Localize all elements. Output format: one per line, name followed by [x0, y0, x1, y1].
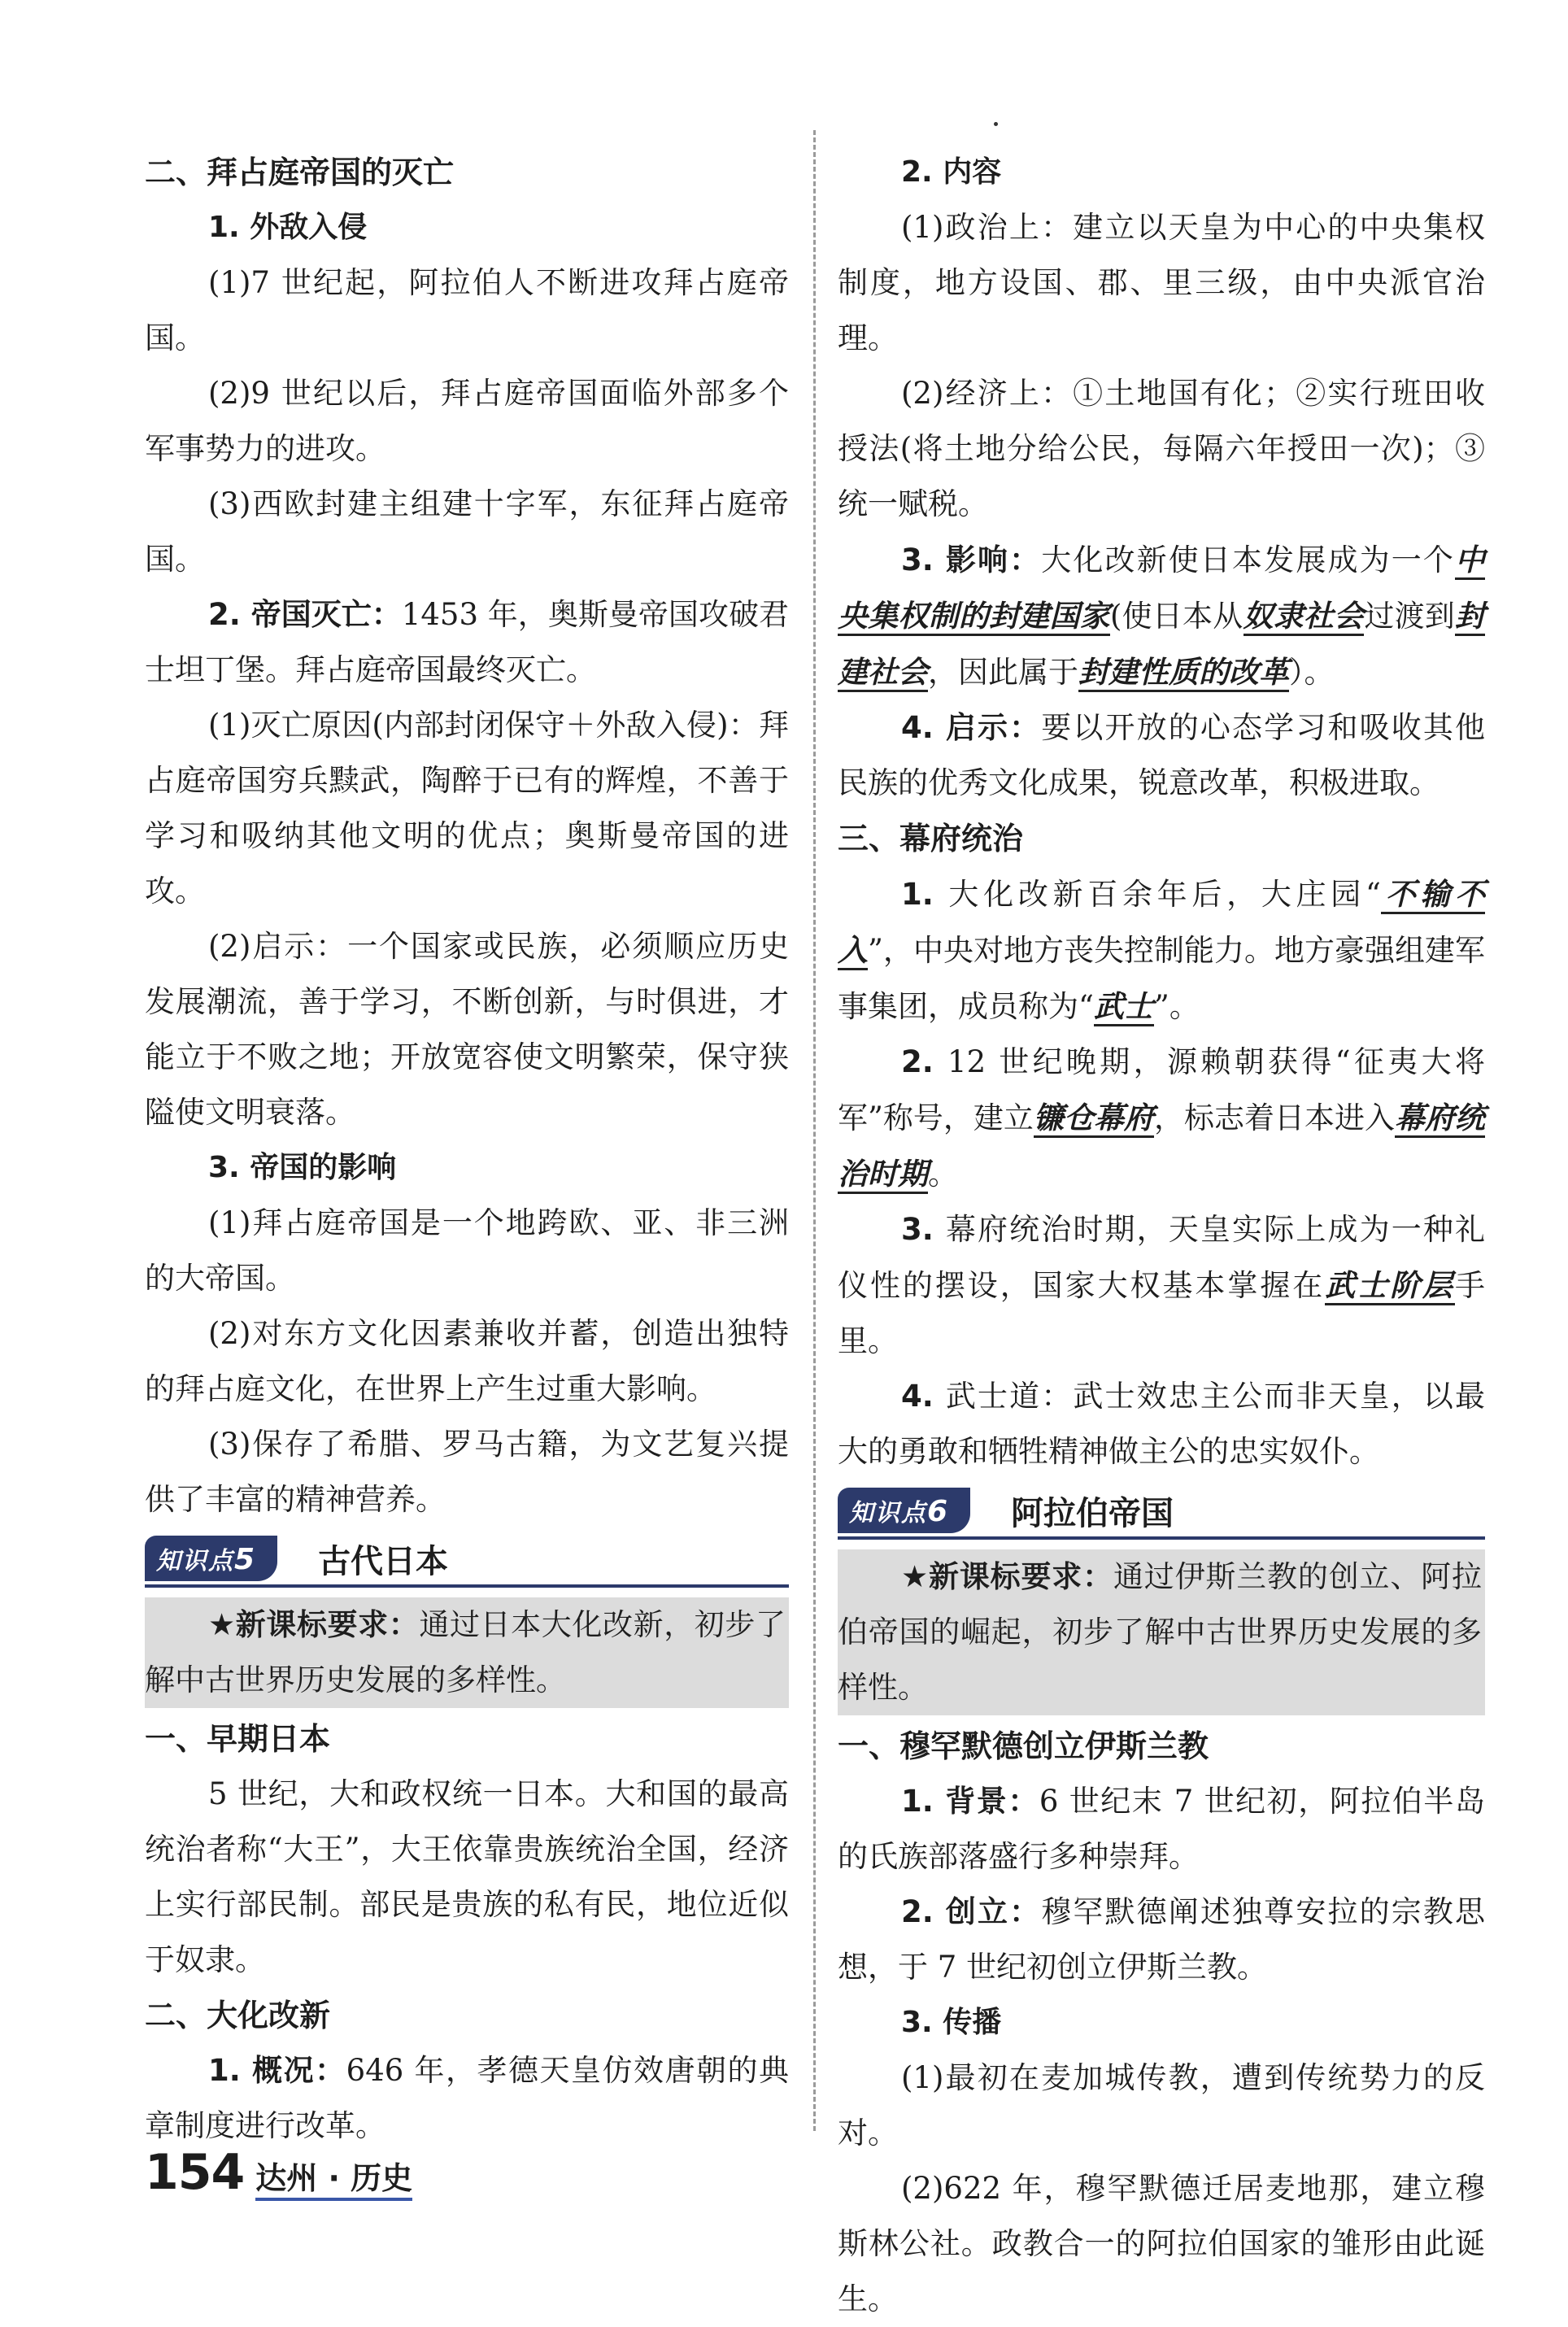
point-label: 4. 启示：: [901, 710, 1042, 745]
paragraph: (2)对东方文化因素兼收并蓄，创造出独特的拜占庭文化，在世界上产生过重大影响。: [145, 1316, 789, 1406]
page-number: 154: [145, 2144, 245, 2201]
paragraph: [838, 1885, 1485, 1995]
paragraph: [838, 866, 1485, 1035]
key-term: 镰仓幕府: [1034, 1100, 1154, 1138]
key-term: 中央集权制的封建国家: [838, 542, 1485, 636]
paragraph: [838, 700, 1485, 811]
section-heading: 二、大化改新: [145, 1998, 331, 2033]
print-dot: [994, 122, 998, 126]
paragraph: (2)9 世纪以后，拜占庭帝国面临外部多个军事势力的进攻。: [145, 376, 789, 466]
point-label: 3. 影响：: [901, 543, 1042, 577]
key-term: 幕府统治时期: [838, 1100, 1485, 1194]
curriculum-requirement: [838, 1549, 1485, 1715]
text-segment: 大化改新使日本发展成为一个: [1041, 543, 1456, 577]
subsection-heading: 1. 外敌入侵: [208, 211, 368, 244]
requirement-text: 通过日本大化改新，初步了解中古世界历史发展的多样性。: [145, 1607, 786, 1697]
badge-number: 6: [927, 1495, 950, 1528]
point-label: 1.: [901, 877, 949, 912]
subsection-heading: 3. 传播: [901, 2006, 1002, 2039]
text-segment: 12 世纪晚期，源赖朝获得“征夷大将军”称号，建立: [838, 1044, 1485, 1135]
key-term: 不输不入: [838, 876, 1485, 970]
section-heading: 一、早期日本: [145, 1721, 331, 1757]
badge-label: 知识点: [849, 1499, 927, 1527]
text-segment: (使日本从: [1109, 599, 1244, 634]
footer-title: 达州 · 历史: [255, 2153, 412, 2201]
key-term: 武士阶层: [1325, 1267, 1455, 1305]
paragraph: [838, 1774, 1485, 1885]
paragraph: (3)西欧封建主组建十字军，东征拜占庭帝国。: [145, 486, 789, 577]
knowledge-point-header: [145, 1532, 789, 1588]
text-segment: ”。: [1153, 989, 1200, 1024]
text-segment: 。: [928, 1157, 958, 1192]
knowledge-point-badge: [145, 1536, 277, 1581]
point-label: 2.: [901, 1044, 948, 1079]
requirement-label: ★新课标要求：: [901, 1559, 1113, 1594]
point-label: 3.: [901, 1212, 946, 1247]
text-segment: ，标志着日本进入: [1153, 1100, 1395, 1135]
point-label: 4.: [901, 1379, 946, 1414]
point-label: 2. 创立：: [901, 1894, 1042, 1929]
badge-label: 知识点: [156, 1547, 234, 1575]
paragraph: (2)622 年，穆罕默德迁居麦地那，建立穆斯林公社。政教合一的阿拉伯国家的雏形由此诞生。: [838, 2171, 1485, 2316]
paragraph: (1)政治上：建立以天皇为中心的中央集权制度，地方设国、郡、里三级，由中央派官治理。: [838, 210, 1485, 355]
subsection-heading: 2. 内容: [901, 155, 1002, 189]
paragraph: (1)灭亡原因(内部封闭保守＋外敌入侵)：拜占庭帝国穷兵黩武，陶醉于已有的辉煌，不善于学习和吸纳其他文明的优点；奥斯曼帝国的进攻。: [145, 708, 789, 909]
paragraph: (2)启示：一个国家或民族，必须顺应历史发展潮流，善于学习，不断创新，与时俱进，才能立于不败之地；开放宽容使文明繁荣，保守狭隘使文明衰落。: [145, 929, 789, 1130]
knowledge-point-badge: [838, 1488, 970, 1533]
paragraph: (3)保存了希腊、罗马古籍，为文艺复兴提供了丰富的精神营养。: [145, 1427, 789, 1517]
point-label: 1. 概况：: [208, 2053, 346, 2088]
knowledge-point-header: [838, 1484, 1485, 1540]
paragraph: (1)7 世纪起，阿拉伯人不断进攻拜占庭帝国。: [145, 265, 789, 355]
right-column: [838, 145, 1485, 2327]
text-segment: ”，中央对地方丧失控制能力。地方豪强组建军事集团，成员称为“: [838, 933, 1486, 1024]
point-label: 2. 帝国灭亡：: [208, 597, 402, 632]
paragraph: (1)拜占庭帝国是一个地跨欧、亚、非三洲的大帝国。: [145, 1205, 789, 1296]
knowledge-point-title: 阿拉伯帝国: [1011, 1494, 1174, 1532]
left-column: [145, 145, 789, 2154]
text-segment: 手里。: [838, 1268, 1486, 1358]
paragraph: [838, 532, 1485, 700]
paragraph: [145, 2043, 789, 2154]
paragraph: (1)最初在麦加城传教，遭到传统势力的反对。: [838, 2060, 1485, 2151]
column-divider: [813, 130, 816, 2131]
requirement-text: 通过伊斯兰教的创立、阿拉伯帝国的崛起，初步了解中古世界历史发展的多样性。: [838, 1559, 1482, 1705]
key-term: 封建社会: [838, 598, 1485, 692]
text-segment: ，因此属于: [928, 655, 1078, 690]
paragraph: [145, 587, 789, 698]
badge-number: 5: [234, 1543, 257, 1576]
text-segment: ）。: [1289, 655, 1335, 690]
point-text: 穆罕默德阐述独尊安拉的宗教思想，于 7 世纪初创立伊斯兰教。: [838, 1894, 1486, 1985]
key-term: 奴隶社会: [1244, 598, 1365, 636]
text-segment: 幕府统治时期，天皇实际上成为一种礼仪性的摆设，国家大权基本掌握在: [838, 1212, 1486, 1303]
key-term: 封建性质的改革: [1078, 654, 1289, 692]
section-heading: 三、幕府统治: [838, 821, 1024, 856]
point-text: 1453 年，奥斯曼帝国攻破君士坦丁堡。拜占庭帝国最终灭亡。: [145, 597, 789, 687]
section-heading: 一、穆罕默德创立伊斯兰教: [838, 1728, 1209, 1764]
paragraph: [838, 1202, 1485, 1369]
point-text: 要以开放的心态学习和吸收其他民族的优秀文化成果，锐意改革，积极进取。: [838, 710, 1486, 800]
point-text: 6 世纪末 7 世纪初，阿拉伯半岛的氏族部落盛行多种崇拜。: [838, 1784, 1485, 1874]
knowledge-point-title: 古代日本: [318, 1542, 449, 1580]
page-footer: [145, 2144, 412, 2201]
paragraph: [838, 1035, 1485, 1202]
text-segment: 过渡到: [1364, 599, 1456, 634]
subsection-heading: 3. 帝国的影响: [208, 1151, 397, 1184]
paragraph: [838, 1369, 1485, 1479]
paragraph: 5 世纪，大和政权统一日本。大和国的最高统治者称“大王”，大王依靠贵族统治全国，经济上实行部民制。部民是贵族的私有民，地位近似于奴隶。: [145, 1776, 789, 1977]
text-segment: 武士道：武士效忠主公而非天皇，以最大的勇敢和牺牲精神做主公的忠实奴仆。: [838, 1379, 1486, 1469]
point-label: 1. 背景：: [901, 1784, 1039, 1819]
curriculum-requirement: [145, 1597, 789, 1708]
requirement-label: ★新课标要求：: [208, 1607, 420, 1642]
paragraph: (2)经济上：①土地国有化；②实行班田收授法(将土地分给公民，每隔六年授田一次)；③统一赋税。: [838, 376, 1485, 521]
text-segment: 大化改新百余年后，大庄园“: [948, 877, 1381, 912]
section-heading: 二、拜占庭帝国的灭亡: [145, 155, 455, 190]
point-text: 646 年，孝德天皇仿效唐朝的典章制度进行改革。: [145, 2053, 789, 2143]
key-term: 武士: [1094, 988, 1154, 1026]
